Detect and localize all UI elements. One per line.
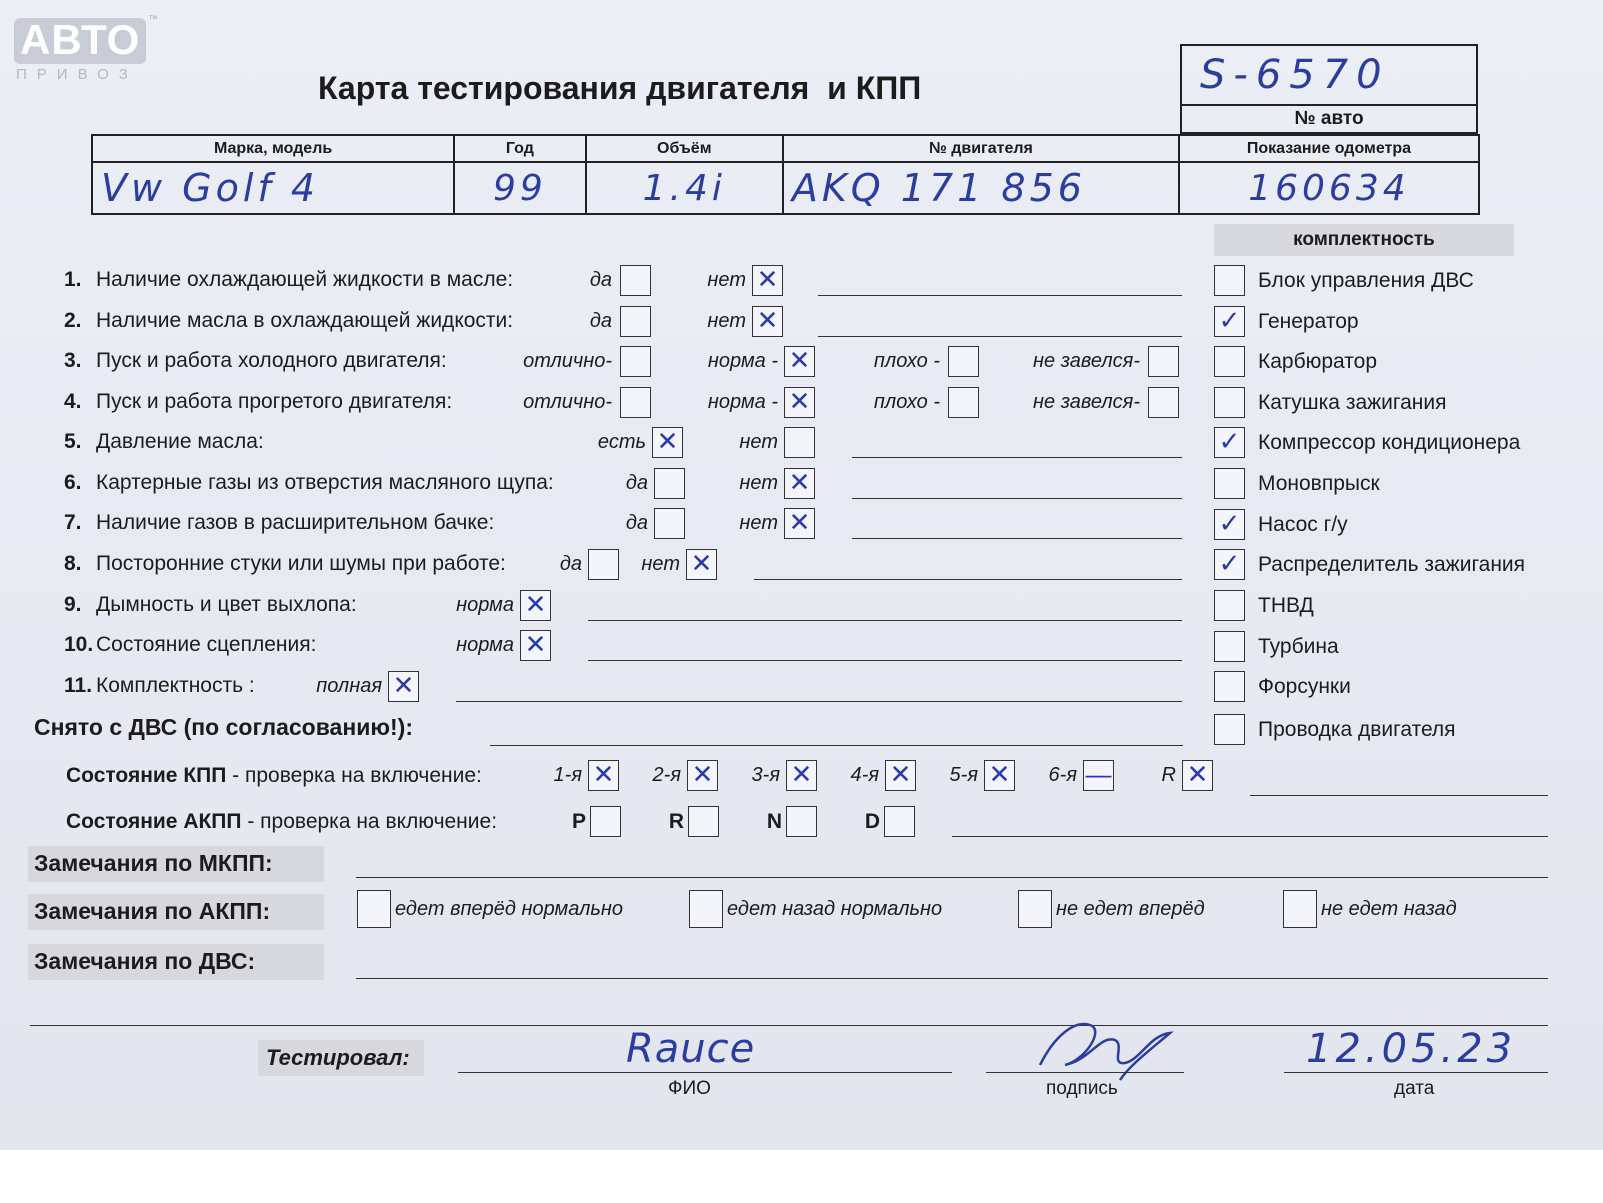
akpp-mode-label: D [864,810,880,833]
question-number: 11. [64,674,93,697]
question-number: 1. [64,268,82,291]
option-checkbox[interactable] [620,306,651,337]
car-number-divider [1182,104,1476,106]
option-label: нет [707,310,746,332]
option-label: норма - [707,350,778,372]
question-comment-line[interactable] [818,336,1182,337]
gear-label: 4-я [850,764,879,786]
gear-checkbox-mark: ✕ [1186,759,1209,789]
completeness-checkbox[interactable] [1214,714,1245,745]
option-checkbox-mark: ✕ [756,264,779,294]
gear-checkbox[interactable] [687,760,718,791]
option-checkbox-mark: ✕ [756,305,779,335]
remarks-dvs-label: Замечания по ДВС: [34,948,256,974]
option-checkbox[interactable] [784,387,815,418]
completeness-checkbox[interactable] [1214,306,1245,337]
gear-label: 2-я [652,764,681,786]
option-checkbox[interactable] [620,265,651,296]
question-text: Наличие газов в расширительном бачке: [96,511,495,534]
completeness-checkbox[interactable] [1214,387,1245,418]
gear-label: R [1161,764,1176,786]
akpp-remark-label: едет вперёд нормально [395,898,624,920]
akpp-line[interactable] [952,836,1548,837]
option-checkbox-mark: ✕ [392,670,415,700]
kpp-label-rest: - проверка на включение: [226,764,482,787]
gear-label: 5-я [949,764,978,786]
option-checkbox-mark: ✕ [788,507,811,537]
gear-checkbox[interactable] [1182,760,1213,791]
question-comment-line[interactable] [456,701,1182,702]
option-checkbox[interactable] [520,590,551,621]
year-value: 99 [493,167,547,209]
completeness-title: комплектность [1293,229,1435,250]
option-checkbox[interactable] [686,549,717,580]
option-checkbox[interactable] [784,427,815,458]
akpp-remark-checkbox[interactable] [689,890,723,928]
value-volume [586,162,783,214]
logo-name: АВТО [20,16,141,63]
value-odometer [1179,162,1479,214]
akpp-remark-label: не едет назад [1321,898,1457,920]
question-number: 10. [64,633,94,656]
akpp-remark-checkbox[interactable] [357,890,391,928]
completeness-heading [1214,224,1514,256]
akpp-mode-checkbox[interactable] [590,806,621,837]
date-caption: дата [1394,1078,1435,1099]
completeness-checkbox[interactable] [1214,468,1245,499]
option-label: нет [739,431,778,453]
option-checkbox[interactable] [948,346,979,377]
gear-checkbox-mark: — [1085,759,1112,789]
remarks-akpp-label: Замечания по АКПП: [34,898,271,924]
gear-checkbox[interactable] [1083,760,1114,791]
option-checkbox-mark: ✕ [788,467,811,497]
question-number: 4. [64,390,82,413]
option-label: не завелся- [1033,391,1140,413]
kpp-label [66,764,482,788]
option-label: да [625,512,648,534]
option-checkbox[interactable] [1148,387,1179,418]
gear-label: 3-я [751,764,780,786]
option-label: полная [316,675,382,697]
date-line[interactable] [1284,1072,1548,1073]
tester-name: Rauce [626,1026,756,1072]
option-label: отлично- [523,391,612,413]
value-make-model [92,162,454,214]
gear-checkbox[interactable] [786,760,817,791]
option-checkbox[interactable] [752,265,783,296]
option-checkbox[interactable] [620,387,651,418]
question-text: Наличие охлаждающей жидкости в масле: [96,268,514,291]
remarks-mkpp-line[interactable] [356,877,1548,878]
option-checkbox[interactable] [654,508,685,539]
option-checkbox[interactable] [588,549,619,580]
question-text: Давление масла: [96,430,264,453]
option-label: не завелся- [1033,350,1140,372]
completeness-item-label: Катушка зажигания [1258,391,1447,414]
option-checkbox[interactable] [784,508,815,539]
option-label: отлично- [523,350,612,372]
option-checkbox[interactable] [388,671,419,702]
question-text: Дымность и цвет выхлопа: [96,593,357,616]
question-text: Состояние сцепления: [96,633,317,656]
option-label: нет [707,269,746,291]
completeness-checkbox-mark: ✓ [1218,548,1241,578]
option-label: да [559,553,582,575]
option-label: есть [597,431,646,453]
option-label: плохо - [873,391,940,413]
engine-number-value: AKQ 171 856 [791,166,1086,210]
option-label: норма [456,594,514,616]
option-checkbox[interactable] [620,346,651,377]
question-number: 3. [64,349,82,372]
option-checkbox[interactable] [784,468,815,499]
completeness-item-label: Форсунки [1258,675,1351,698]
question-number: 6. [64,471,82,494]
option-label: плохо - [873,350,940,372]
kpp-label-bold: Состояние КПП [66,764,227,787]
completeness-item-label: Распределитель зажигания [1258,553,1526,576]
tested-label: Тестировал: [266,1045,410,1070]
question-number: 5. [64,430,82,453]
question-comment-line[interactable] [818,295,1182,296]
page-title: Карта тестирования двигателя и КПП [318,70,922,106]
odometer-value: 160634 [1248,167,1410,209]
make-model-value: Vw Golf 4 [101,166,320,210]
col-year: Год [454,135,585,162]
option-checkbox[interactable] [520,630,551,661]
option-checkbox-mark: ✕ [524,629,547,659]
remarks-dvs-line[interactable] [356,978,1548,979]
signature-caption: подпись [1046,1078,1118,1099]
question-comment-line[interactable] [852,498,1182,499]
question-comment-line[interactable] [852,457,1182,458]
akpp-label-rest: - проверка на включение: [241,810,498,833]
question-number: 7. [64,511,82,534]
completeness-checkbox-mark: ✓ [1218,508,1241,538]
option-checkbox[interactable] [784,346,815,377]
option-label: нет [739,472,778,494]
option-checkbox[interactable] [654,468,685,499]
question-number: 2. [64,309,82,332]
gear-checkbox-mark: ✕ [790,759,813,789]
question-text: Посторонние стуки или шумы при работе: [96,552,506,575]
vehicle-header-table [91,134,1480,215]
completeness-checkbox[interactable] [1214,590,1245,621]
completeness-item-label: Турбина [1258,635,1339,658]
completeness-item-label: Карбюратор [1258,350,1378,373]
completeness-item-label: ТНВД [1258,594,1314,617]
completeness-item-label: Проводка двигателя [1258,718,1456,741]
value-engine-number [783,162,1179,214]
completeness-item-label: Моновпрыск [1258,472,1380,495]
completeness-checkbox[interactable] [1214,549,1245,580]
col-engine-number: № двигателя [783,135,1179,162]
question-comment-line[interactable] [588,660,1182,661]
akpp-label [66,810,497,834]
gear-checkbox-mark: ✕ [592,759,615,789]
car-number-box [1180,44,1478,134]
option-checkbox[interactable] [948,387,979,418]
option-checkbox-mark: ✕ [524,589,547,619]
option-label: нет [739,512,778,534]
removed-label: Снято с ДВС (по согласованию!): [34,714,413,740]
akpp-remark-checkbox[interactable] [1018,890,1052,928]
name-caption: ФИО [668,1078,711,1099]
name-line[interactable] [458,1072,952,1073]
option-checkbox-mark: ✕ [656,426,679,456]
car-number-value: S-6570 [1200,52,1390,98]
logo-sub: ПРИВОЗ [16,66,138,83]
completeness-checkbox[interactable] [1214,346,1245,377]
completeness-checkbox[interactable] [1214,265,1245,296]
completeness-checkbox-mark: ✓ [1218,305,1241,335]
completeness-checkbox[interactable] [1214,671,1245,702]
question-number: 8. [64,552,82,575]
col-make-model: Марка, модель [92,135,454,162]
akpp-remark-label: не едет вперёд [1056,898,1205,920]
gear-checkbox[interactable] [885,760,916,791]
gear-label: 6-я [1048,764,1077,786]
completeness-checkbox[interactable] [1214,631,1245,662]
option-checkbox[interactable] [752,306,783,337]
completeness-checkbox[interactable] [1214,509,1245,540]
completeness-item-label: Насос г/у [1258,513,1348,536]
akpp-remark-label: едет назад нормально [727,898,943,920]
option-label: нет [641,553,680,575]
col-volume: Объём [586,135,783,162]
background-edge [0,1150,1603,1203]
question-comment-line[interactable] [754,579,1182,580]
option-checkbox-mark: ✕ [690,548,713,578]
gear-label: 1-я [553,764,582,786]
logo [14,14,164,84]
question-text: Наличие масла в охлаждающей жидкости: [96,309,514,332]
removed-line[interactable] [490,745,1183,746]
col-odometer: Показание одометра [1179,135,1479,162]
akpp-mode-label: R [668,810,684,833]
akpp-mode-label: N [766,810,782,833]
akpp-mode-checkbox[interactable] [786,806,817,837]
completeness-checkbox-mark: ✓ [1218,426,1241,456]
question-text: Пуск и работа прогретого двигателя: [96,390,453,413]
question-comment-line[interactable] [852,538,1182,539]
gear-checkbox[interactable] [984,760,1015,791]
option-label: норма - [707,391,778,413]
option-label: норма [456,634,514,656]
completeness-item-label: Компрессор кондиционера [1258,431,1521,454]
question-text: Комплектность : [96,674,255,697]
logo-tm: ™ [148,14,158,25]
gear-checkbox-mark: ✕ [691,759,714,789]
option-checkbox-mark: ✕ [788,386,811,416]
option-checkbox-mark: ✕ [788,345,811,375]
akpp-mode-checkbox[interactable] [688,806,719,837]
car-number-label: № авто [1294,108,1364,129]
option-checkbox[interactable] [1148,346,1179,377]
completeness-item-label: Блок управления ДВС [1258,269,1474,292]
signature-line[interactable] [986,1072,1184,1073]
kpp-line[interactable] [1250,795,1548,796]
option-label: да [589,269,612,291]
question-text: Картерные газы из отверстия масляного щупа: [96,471,554,494]
volume-value: 1.4i [642,167,726,209]
akpp-label-bold: Состояние АКПП [66,810,242,833]
gear-checkbox-mark: ✕ [889,759,912,789]
option-checkbox[interactable] [652,427,683,458]
gear-checkbox[interactable] [588,760,619,791]
akpp-mode-label: P [571,810,586,833]
option-label: да [589,310,612,332]
gear-checkbox-mark: ✕ [988,759,1011,789]
remarks-mkpp-label: Замечания по МКПП: [34,850,273,876]
option-label: да [625,472,648,494]
akpp-mode-checkbox[interactable] [884,806,915,837]
completeness-item-label: Генератор [1258,310,1359,333]
completeness-checkbox[interactable] [1214,427,1245,458]
question-comment-line[interactable] [588,620,1182,621]
question-number: 9. [64,593,82,616]
akpp-remark-checkbox[interactable] [1283,890,1317,928]
test-date: 12.05.23 [1306,1026,1517,1072]
signature [1030,1005,1180,1085]
value-year [454,162,585,214]
question-text: Пуск и работа холодного двигателя: [96,349,447,372]
